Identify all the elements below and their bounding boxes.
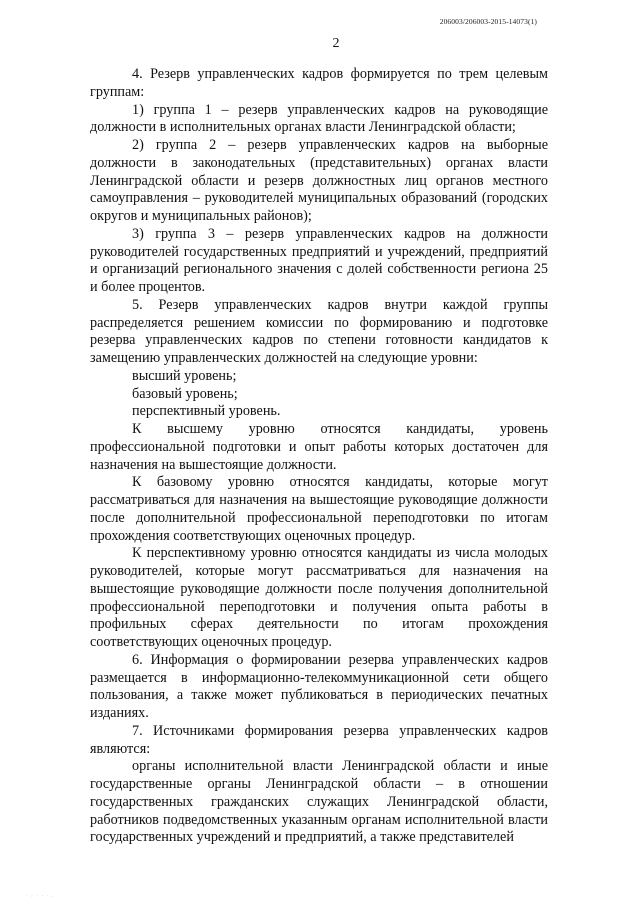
paragraph-item-5: 5. Резерв управленческих кадров внутри каждой группы распределяется решением комиссии по формированию и подготовке резерва управленческих кадров по степени готовности кандидатов к замещению управленческих должностей на следующие уровни: bbox=[90, 296, 548, 366]
page-number: 2 bbox=[332, 36, 340, 51]
paragraph-group-2: 2) группа 2 – резерв управленческих кадров на выборные должности в законодательных (представительных) органах власти Ленинградской области и резерв должностных лиц органов местного самоуправления – руководителей муниципальных образований (городских округов и муниципальных районов); bbox=[90, 137, 548, 224]
paragraph-item-7: 7. Источниками формирования резерва управленческих кадров являются: bbox=[90, 722, 548, 757]
scan-noise-mark: · . · · · . bbox=[26, 893, 55, 899]
paragraph-group-3: 3) группа 3 – резерв управленческих кадров на должности руководителей государственных предприятий и учреждений, предприятий и организаций регионального значения с долей собственности региона 25 и более процентов. bbox=[90, 225, 548, 295]
paragraph-prospective-level-desc: К перспективному уровню относятся кандидаты из числа молодых руководителей, которые могут рассматриваться для назначения на вышестоящие руководящие должности после получения дополнительной профессиональной переподготовки и получения опыта работы в профильных сферах деятельности по итогам прохождения соответствующих оценочных процедур. bbox=[90, 545, 548, 650]
level-base: базовый уровень; bbox=[132, 385, 238, 402]
paragraph-top-level-desc: К высшему уровню относятся кандидаты, уровень профессиональной подготовки и опыт работы которых достаточен для назначения на вышестоящие должности. bbox=[90, 421, 548, 473]
paragraph-group-1: 1) группа 1 – резерв управленческих кадров на руководящие должности в исполнительных органах власти Ленинградской области; bbox=[90, 101, 548, 136]
level-prospective: перспективный уровень. bbox=[132, 403, 281, 420]
level-top: высший уровень; bbox=[132, 367, 237, 384]
paragraph-item-6: 6. Информация о формировании резерва управленческих кадров размещается в информационно-телекоммуникационной сети общего пользования, а также может публиковаться в периодических печатных изданиях. bbox=[90, 651, 548, 721]
paragraph-item-4: 4. Резерв управленческих кадров формируется по трем целевым группам: bbox=[90, 66, 548, 100]
paragraph-sources: органы исполнительной власти Ленинградской области и иные государственные органы Ленинградской области – в отношении государственных гражданских служащих Ленинградской области, работников подведомственных указанным органам исполнительной власти государственных учреждений и предприятий, а также представителей bbox=[90, 758, 548, 846]
paragraph-base-level-desc: К базовому уровню относятся кандидаты, которые могут рассматриваться для назначения на вышестоящие руководящие должности после дополнительной профессиональной переподготовки по итогам прохождения соответствующих оценочных процедур. bbox=[90, 474, 548, 544]
document-body bbox=[90, 66, 548, 847]
document-id: 206003/206003-2015-14073(1) bbox=[439, 17, 537, 26]
